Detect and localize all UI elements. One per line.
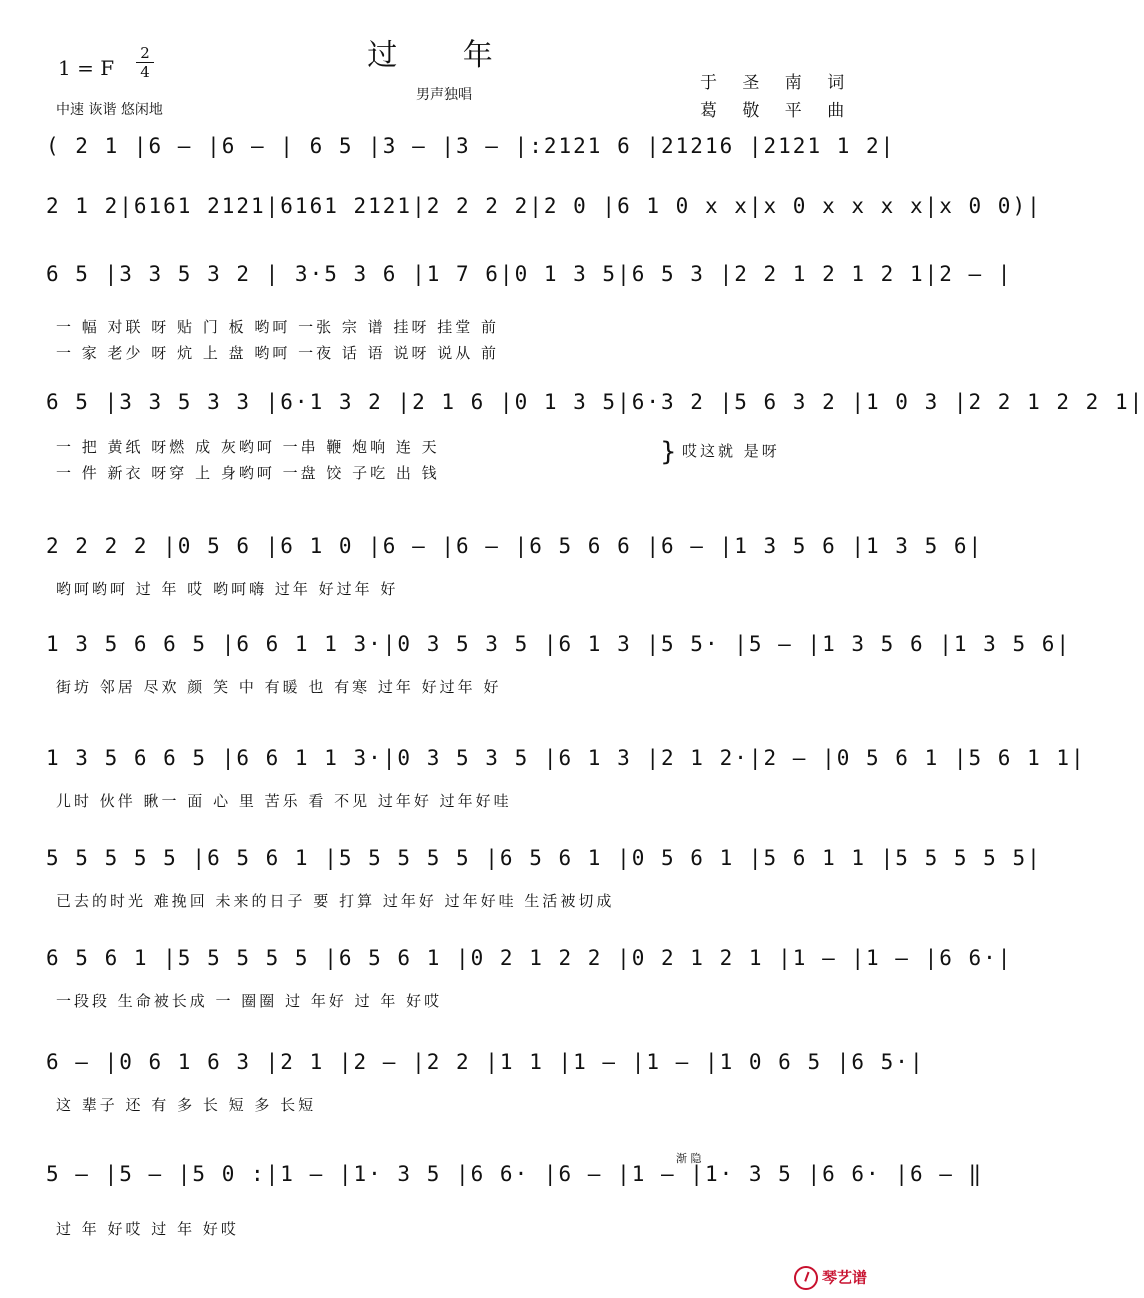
watermark-logo (794, 1266, 867, 1290)
song-subtitle: 男声独唱 (416, 87, 472, 103)
key-signature: 1 = F (58, 56, 115, 80)
notation-row: ( 2 1 |6 — |6 — | 6 5 |3 — |3 — |:2121 6 |21216 |2121 1 2| (46, 134, 896, 158)
tempo-marking: 中速 诙谐 悠闲地 (56, 102, 163, 118)
lyricist-credit: 于 圣 南 词 (700, 73, 855, 93)
time-bottom: 4 (140, 63, 150, 81)
lyric-line: 已去的时光 难挽回 未来的日子 要 打算 过年好 过年好哇 生活被切成 (56, 892, 615, 910)
song-title: 过 年 (367, 38, 521, 73)
composer-credit: 葛 敬 平 曲 (700, 101, 855, 121)
brace-lyric: 哎这就 是呀 (682, 442, 780, 460)
lyric-line: 街坊 邻居 尽欢 颜 笑 中 有暖 也 有寒 过年 好过年 好 (56, 678, 502, 696)
lyric-line: 哟呵哟呵 过 年 哎 哟呵嗨 过年 好过年 好 (56, 580, 399, 598)
notation-row: 1 3 5 6 6 5 |6 6 1 1 3·|0 3 5 3 5 |6 1 3 |5 5· |5 — |1 3 5 6 |1 3 5 6| (46, 632, 1072, 656)
lyric-line: 一 把 黄纸 呀燃 成 灰哟呵 一串 鞭 炮响 连 天 (56, 438, 440, 456)
lyric-brace: } (660, 437, 677, 467)
notation-row: 6 — |0 6 1 6 3 |2 1 |2 — |2 2 |1 1 |1 — |1 — |1 0 6 5 |6 5·| (46, 1050, 925, 1074)
notation-row: 2 1 2|6161 2121|6161 2121|2 2 2 2|2 0 |6 1 0 x x|x 0 x x x x|x 0 0)| (46, 194, 1042, 218)
lyric-line: 这 辈子 还 有 多 长 短 多 长短 (56, 1096, 317, 1114)
notation-row: 6 5 6 1 |5 5 5 5 5 |6 5 6 1 |0 2 1 2 2 |0 2 1 2 1 |1 — |1 — |6 6·| (46, 946, 1013, 970)
notation-row: 5 — |5 — |5 0 :|1 — |1· 3 5 |6 6· |6 — |1 — |1· 3 5 |6 6· |6 — ‖ (46, 1162, 984, 1186)
time-signature (136, 44, 154, 81)
notation-row: 2 2 2 2 |0 5 6 |6 1 0 |6 — |6 — |6 5 6 6 |6 — |1 3 5 6 |1 3 5 6| (46, 534, 984, 558)
lyric-line: 过 年 好哎 过 年 好哎 (56, 1220, 239, 1238)
lyric-line: 一 幅 对联 呀 贴 门 板 哟呵 一张 宗 谱 挂呀 挂堂 前 (56, 318, 499, 336)
lyric-line: 一 件 新衣 呀穿 上 身哟呵 一盘 饺 子吃 出 钱 (56, 464, 440, 482)
lyric-line: 一段段 生命被长成 一 圈圈 过 年好 过 年 好哎 (56, 992, 443, 1010)
lyric-line: 儿时 伙伴 瞅一 面 心 里 苦乐 看 不见 过年好 过年好哇 (56, 792, 512, 810)
notation-row: 6 5 |3 3 5 3 3 |6·1 3 2 |2 1 6 |0 1 3 5|6·3 2 |5 6 3 2 |1 0 3 |2 2 1 2 2 1| (46, 390, 1144, 414)
time-top: 2 (136, 44, 154, 63)
watermark-text: 琴艺谱 (822, 1268, 868, 1287)
notation-row: 1 3 5 6 6 5 |6 6 1 1 3·|0 3 5 3 5 |6 1 3 |2 1 2·|2 — |0 5 6 1 |5 6 1 1| (46, 746, 1086, 770)
gradual-fade-marking: 渐 隐 (676, 1152, 702, 1165)
notation-row: 6 5 |3 3 5 3 2 | 3·5 3 6 |1 7 6|0 1 3 5|6 5 3 |2 2 1 2 1 2 1|2 — | (46, 262, 1013, 286)
logo-icon (794, 1266, 818, 1290)
notation-row: 5 5 5 5 5 |6 5 6 1 |5 5 5 5 5 |6 5 6 1 |0 5 6 1 |5 6 1 1 |5 5 5 5 5| (46, 846, 1042, 870)
lyric-line: 一 家 老少 呀 炕 上 盘 哟呵 一夜 话 语 说呀 说从 前 (56, 344, 499, 362)
